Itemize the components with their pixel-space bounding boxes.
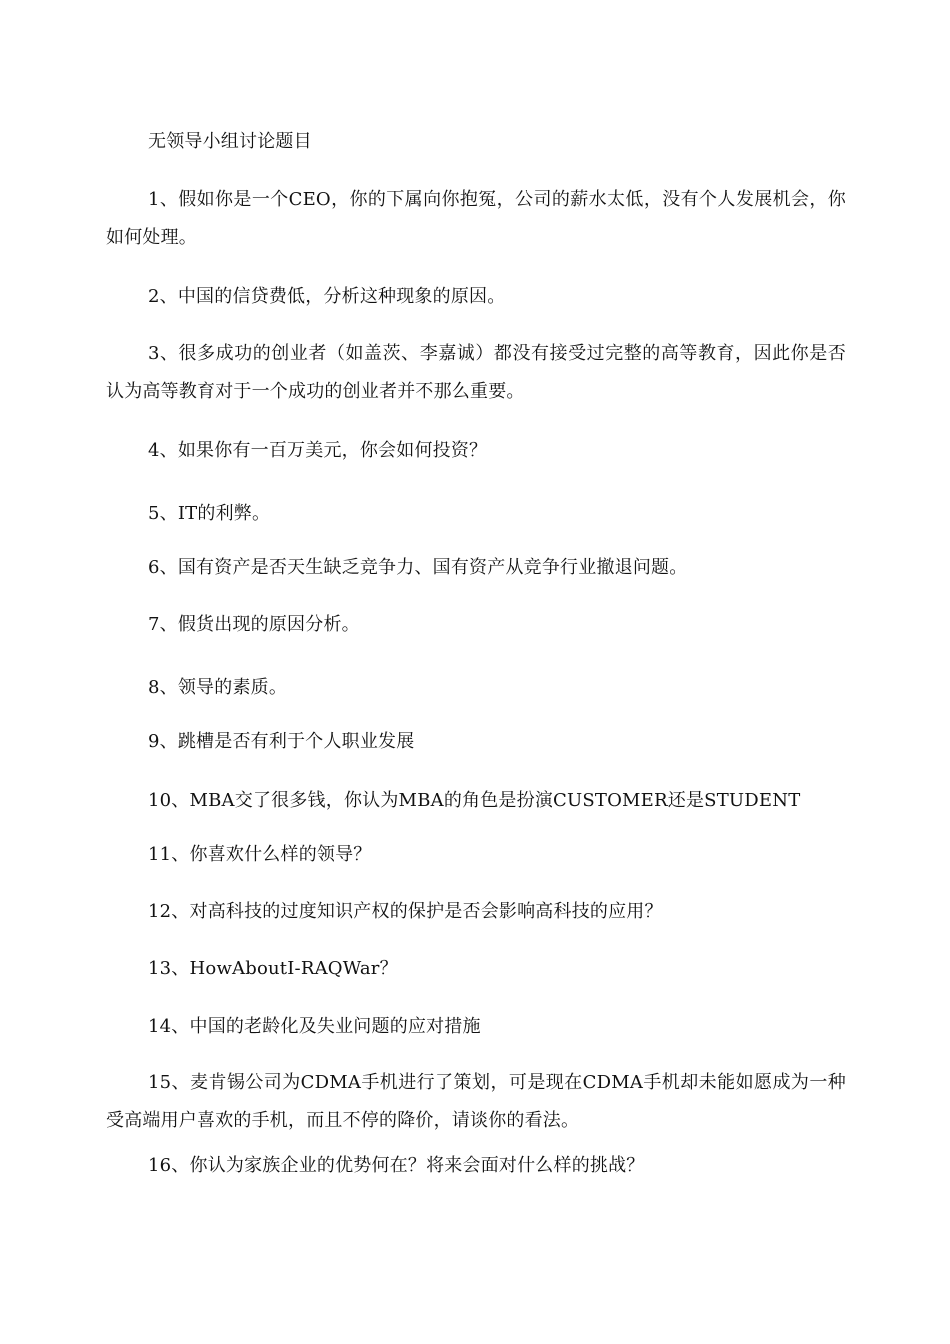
list-item: 12、对高科技的过度知识产权的保护是否会影响高科技的应用？	[148, 901, 663, 922]
list-item: 16、你认为家族企业的优势何在？将来会面对什么样的挑战？	[148, 1155, 645, 1176]
list-item: 15、麦肯锡公司为CDMA手机进行了策划，可是现在CDMA手机却未能如愿成为一种受高端用户喜欢的手机，而且不停的降价，请谈你的看法。	[106, 1072, 846, 1131]
list-item: 3、很多成功的创业者（如盖茨、李嘉诚）都没有接受过完整的高等教育，因此你是否认为高等教育对于一个成功的创业者并不那么重要。	[106, 343, 846, 402]
list-item: 2、中国的信贷费低，分析这种现象的原因。	[148, 286, 506, 307]
list-item: 14、中国的老龄化及失业问题的应对措施	[148, 1016, 481, 1037]
document-title: 无领导小组讨论题目	[148, 131, 312, 152]
list-item: 1、假如你是一个CEO，你的下属向你抱冤，公司的薪水太低，没有个人发展机会，你如何处理。	[106, 189, 846, 248]
list-item: 5、IT的利弊。	[148, 503, 271, 524]
list-item: 4、如果你有一百万美元，你会如何投资？	[148, 440, 488, 461]
list-item: 9、跳槽是否有利于个人职业发展	[148, 731, 415, 752]
list-item: 13、HowAboutI-RAQWar？	[148, 958, 398, 979]
list-item: 10、MBA交了很多钱，你认为MBA的角色是扮演CUSTOMER还是STUDENT	[148, 790, 801, 811]
list-item: 6、国有资产是否天生缺乏竞争力、国有资产从竞争行业撤退问题。	[148, 557, 688, 578]
list-item: 8、领导的素质。	[148, 677, 288, 698]
list-item: 7、假货出现的原因分析。	[148, 614, 360, 635]
list-item: 11、你喜欢什么样的领导？	[148, 844, 372, 865]
